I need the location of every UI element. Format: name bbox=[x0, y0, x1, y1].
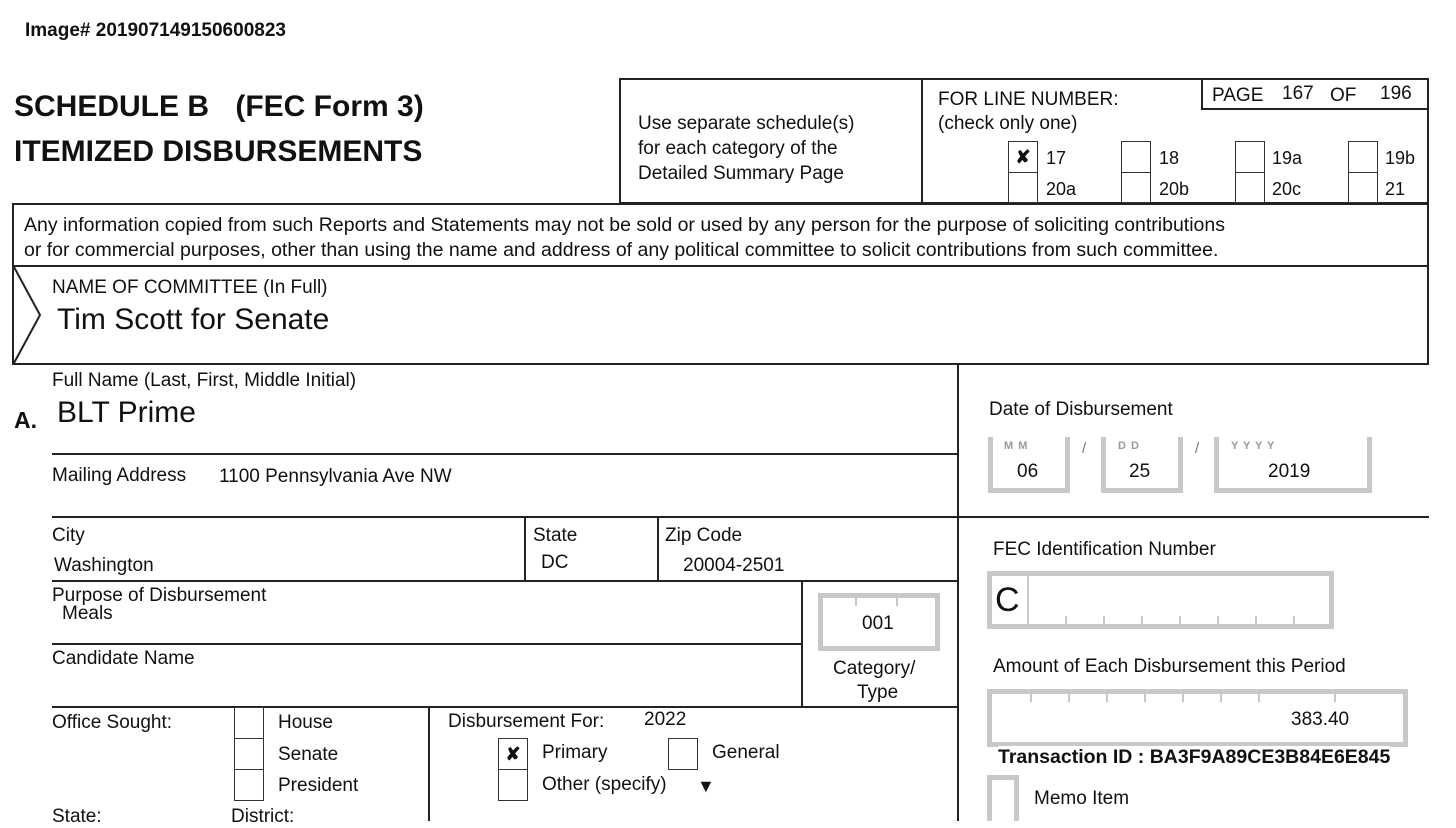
page-total: 196 bbox=[1380, 83, 1412, 104]
line-20c-checkbox[interactable] bbox=[1235, 171, 1265, 203]
schedule-title bbox=[14, 90, 424, 124]
notice-divider bbox=[12, 265, 1429, 267]
instruction-line: Use separate schedule(s) bbox=[638, 113, 855, 134]
category-divider bbox=[801, 580, 803, 706]
form-name: (FEC Form 3) bbox=[235, 90, 424, 123]
house-checkbox[interactable] bbox=[234, 707, 264, 739]
notice-text bbox=[24, 213, 1225, 263]
notice-line: Any information copied from such Reports and Statements may not be sold or used by any person for the purpose of soliciting contributions bbox=[24, 214, 1225, 236]
other-checkbox[interactable] bbox=[498, 769, 528, 801]
fec-id-prefix: C bbox=[995, 581, 1020, 619]
type-label: Type bbox=[857, 682, 899, 703]
general-checkbox[interactable] bbox=[668, 738, 698, 770]
office-divider bbox=[428, 706, 430, 821]
zip-label: Zip Code bbox=[665, 525, 743, 546]
committee-label: NAME OF COMMITTEE (In Full) bbox=[52, 277, 328, 298]
transaction-id: Transaction ID : BA3F9A89CE3B84E6E845 bbox=[998, 746, 1391, 768]
committee-arrow-icon bbox=[12, 265, 46, 365]
other-arrow-icon: ▼ bbox=[697, 776, 715, 796]
president-checkbox[interactable] bbox=[234, 769, 264, 801]
check-one-label: (check only one) bbox=[938, 113, 1078, 134]
city-label: City bbox=[52, 525, 85, 546]
line-21-checkbox[interactable] bbox=[1348, 171, 1378, 203]
city-value: Washington bbox=[54, 555, 154, 576]
day-format-label: D D bbox=[1118, 440, 1140, 452]
box-divider bbox=[1027, 576, 1029, 624]
box-tick bbox=[1106, 694, 1108, 702]
line-18-checkbox[interactable] bbox=[1121, 141, 1151, 173]
schedule-subtitle: ITEMIZED DISBURSEMENTS bbox=[14, 135, 423, 168]
senate-checkbox[interactable] bbox=[234, 738, 264, 770]
purpose-label: Purpose of Disbursement bbox=[52, 585, 267, 606]
of-label: OF bbox=[1330, 85, 1357, 106]
office-state-label: State: bbox=[52, 806, 102, 827]
full-name-label: Full Name (Last, First, Middle Initial) bbox=[52, 370, 357, 391]
president-label: President bbox=[278, 775, 359, 796]
box-tick bbox=[1293, 616, 1295, 624]
committee-name: Tim Scott for Senate bbox=[57, 303, 330, 336]
line-19a-label: 19a bbox=[1272, 148, 1303, 168]
image-number: Image# 201907149150600823 bbox=[25, 20, 286, 41]
city-state-divider bbox=[524, 516, 526, 580]
row-divider bbox=[52, 453, 958, 455]
category-label: Category/ bbox=[833, 658, 916, 679]
year-value: 2019 bbox=[1268, 461, 1311, 482]
line-20a-label: 20a bbox=[1046, 179, 1077, 199]
row-divider bbox=[52, 706, 958, 708]
box-tick bbox=[1255, 616, 1257, 624]
row-divider bbox=[52, 516, 1429, 518]
district-label: District: bbox=[231, 806, 295, 827]
month-value: 06 bbox=[1017, 461, 1039, 482]
box-tick bbox=[1065, 616, 1067, 624]
fec-id-box[interactable] bbox=[987, 571, 1334, 629]
instruction-line: for each category of the bbox=[638, 138, 838, 159]
full-name-value: BLT Prime bbox=[57, 396, 196, 429]
state-value: DC bbox=[541, 552, 569, 573]
line-17-label: 17 bbox=[1046, 148, 1067, 168]
mailing-address-value: 1100 Pennsylvania Ave NW bbox=[219, 466, 452, 487]
state-label: State bbox=[533, 525, 578, 546]
candidate-name-label: Candidate Name bbox=[52, 648, 195, 669]
page-number: 167 bbox=[1282, 83, 1314, 104]
line-18-label: 18 bbox=[1159, 148, 1180, 168]
zip-value: 20004-2501 bbox=[683, 555, 785, 576]
day-value: 25 bbox=[1129, 461, 1151, 482]
row-divider bbox=[52, 580, 958, 582]
page-label: PAGE bbox=[1212, 85, 1264, 106]
box-tick bbox=[1141, 616, 1143, 624]
line-19b-label: 19b bbox=[1385, 148, 1416, 168]
box-tick bbox=[1220, 694, 1222, 702]
box-tick bbox=[1068, 694, 1070, 702]
disbursement-year: 2022 bbox=[644, 709, 687, 730]
box-tick bbox=[1179, 616, 1181, 624]
line-20a-checkbox[interactable] bbox=[1008, 171, 1038, 203]
line-20c-label: 20c bbox=[1272, 179, 1302, 199]
other-label: Other (specify) bbox=[542, 774, 667, 795]
box-tick bbox=[896, 598, 898, 606]
entry-letter: A. bbox=[14, 407, 37, 433]
line-21-label: 21 bbox=[1385, 179, 1406, 199]
amount-value: 383.40 bbox=[1291, 709, 1350, 730]
date-slash: / bbox=[1195, 440, 1200, 457]
amount-label: Amount of Each Disbursement this Period bbox=[993, 656, 1346, 677]
month-format-label: M M bbox=[1004, 440, 1029, 452]
memo-item-checkbox[interactable] bbox=[987, 775, 1019, 821]
primary-label: Primary bbox=[542, 742, 608, 763]
schedule-name: SCHEDULE B bbox=[14, 90, 210, 123]
box-tick bbox=[1030, 694, 1032, 702]
box-tick bbox=[1217, 616, 1219, 624]
purpose-value: Meals bbox=[62, 603, 113, 624]
year-format-label: Y Y Y Y bbox=[1231, 440, 1276, 452]
senate-label: Senate bbox=[278, 744, 339, 765]
box-tick bbox=[1182, 694, 1184, 702]
disbursement-for-label: Disbursement For: bbox=[448, 711, 605, 732]
column-divider bbox=[957, 365, 959, 821]
row-divider bbox=[52, 643, 801, 645]
fec-id-label: FEC Identification Number bbox=[993, 539, 1216, 560]
line-19b-checkbox[interactable] bbox=[1348, 141, 1378, 173]
line-20b-label: 20b bbox=[1159, 179, 1190, 199]
box-tick bbox=[1258, 694, 1260, 702]
box-tick bbox=[1334, 694, 1336, 702]
memo-item-label: Memo Item bbox=[1034, 788, 1130, 809]
line-17-checkbox[interactable]: ✘ bbox=[1008, 141, 1038, 173]
office-sought-label: Office Sought: bbox=[52, 712, 173, 733]
box-tick bbox=[855, 598, 857, 606]
box-tick bbox=[1103, 616, 1105, 624]
mailing-address-label: Mailing Address bbox=[52, 465, 187, 486]
line-number-label: FOR LINE NUMBER: bbox=[938, 89, 1119, 110]
date-label: Date of Disbursement bbox=[989, 399, 1173, 420]
house-label: House bbox=[278, 712, 333, 733]
category-code-value: 001 bbox=[862, 613, 894, 634]
line-19a-checkbox[interactable] bbox=[1235, 141, 1265, 173]
state-zip-divider bbox=[657, 516, 659, 580]
general-label: General bbox=[712, 742, 780, 763]
notice-line: or for commercial purposes, other than using the name and address of any political committee to solicit contributions from such committee. bbox=[24, 239, 1219, 261]
date-slash: / bbox=[1082, 440, 1087, 457]
primary-checkbox[interactable]: ✘ bbox=[498, 738, 528, 770]
instruction-line: Detailed Summary Page bbox=[638, 163, 844, 184]
instructions-text bbox=[638, 111, 855, 186]
line-20b-checkbox[interactable] bbox=[1121, 171, 1151, 203]
box-tick bbox=[1144, 694, 1146, 702]
